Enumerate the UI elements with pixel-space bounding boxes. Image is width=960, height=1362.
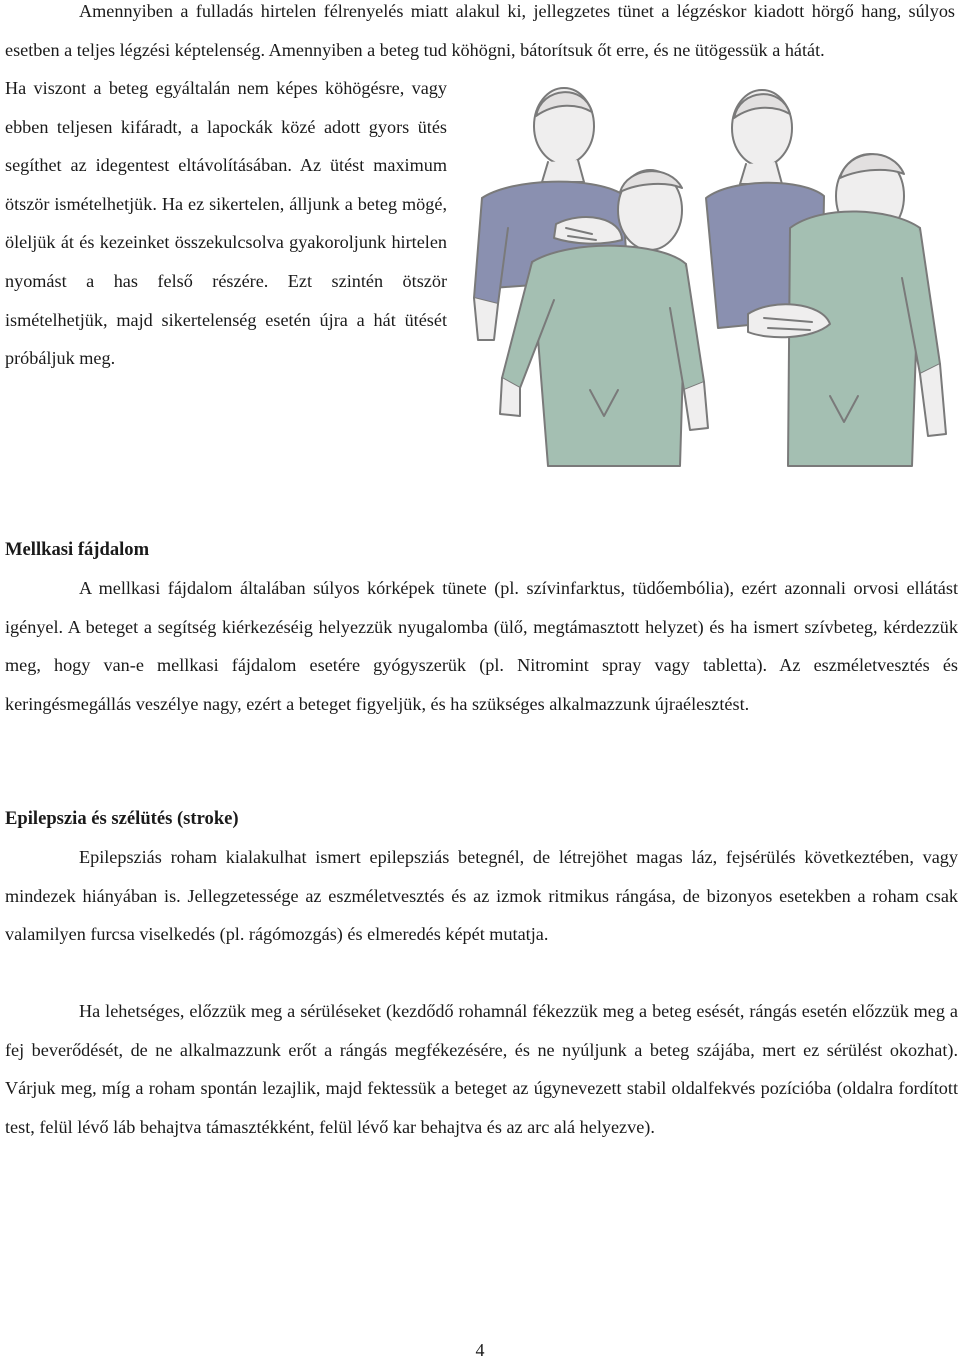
section-heading-epilepsy-stroke: Epilepszia és szélütés (stroke) [5, 808, 239, 829]
choking-first-aid-illustration [472, 78, 960, 470]
epilepsy-paragraph-1: Epilepsziás roham kialakulhat ismert epilepsziás betegnél, de létrejöhet magas láz, fejsérülés következtében, vagy mindezek hiányában is. Jellegzetessége az eszméletvesztés és az izmok ritmikus rángása, de bizonyos esetekben a roham csak valamilyen furcsa viselkedés (pl. rágómozgás) és elmeredés képét mutatja. [5, 847, 958, 945]
back-blows-and-abdominal-thrusts-icon [472, 78, 960, 470]
section-heading-chest-pain: Mellkasi fájdalom [5, 539, 150, 560]
intro-paragraph-side: Ha viszont a beteg egyáltalán nem képes köhögésre, vagy ebben teljesen kifáradt, a lapockák közé adott gyors ütés segíthet az idegentest eltávolításában. Az ütést maximum ötször ismételhetjük. Ha ez sikertelen, álljunk a beteg mögé, öleljük át és kezeinket összekulcsolva gyakoroljunk hirtelen nyomást a has felső részére. Ezt szintén ötször ismételhetjük, majd sikertelenség esetén újra a hát ütését próbáljuk meg. [5, 78, 447, 369]
intro-paragraph-top: Amennyiben a fulladás hirtelen félrenyelés miatt alakul ki, jellegzetes tünet a légzéskor kiadott hörgő hang, súlyos esetben a teljes légzési képtelenség. Amennyiben a beteg tud köhögni, bátorítsuk őt erre, és ne ütögessük a hátát. [5, 1, 955, 60]
chest-pain-paragraph: A mellkasi fájdalom általában súlyos kórképek tünete (pl. szívinfarktus, tüdőembólia), ezért azonnali orvosi ellátást igényel. A beteget a segítség kiérkezéséig helyezzük nyugalomba (ülő, megtámasztott helyzet) és ha ismert szívbeteg, kérdezzük meg, hogy van-e mellkasi fájdalom esetére gyógyszerük (pl. Nitromint spray vagy tabletta). Az eszméletvesztés és keringésmegállás veszélye nagy, ezért a beteget figyeljük, és ha szükséges alkalmazzunk újraélesztést. [5, 578, 958, 714]
epilepsy-paragraph-2: Ha lehetséges, előzzük meg a sérüléseket (kezdődő rohamnál fékezzük meg a beteg esését, rángás esetén előzzük meg a fej beverődését, de ne alkalmazzunk erőt a rángás megfékezésére, és ne nyúljunk a beteg szájába, mert ez sérülést okozhat). Várjuk meg, míg a roham spontán lezajlik, majd fektessük a beteget az úgynevezett stabil oldalfekvés pozícióba (oldalra fordított test, felül lévő láb behajtva támasztékként, felül lévő kar behajtva és az arc alá helyezve). [5, 1001, 958, 1137]
page-number: 4 [475, 1340, 485, 1360]
